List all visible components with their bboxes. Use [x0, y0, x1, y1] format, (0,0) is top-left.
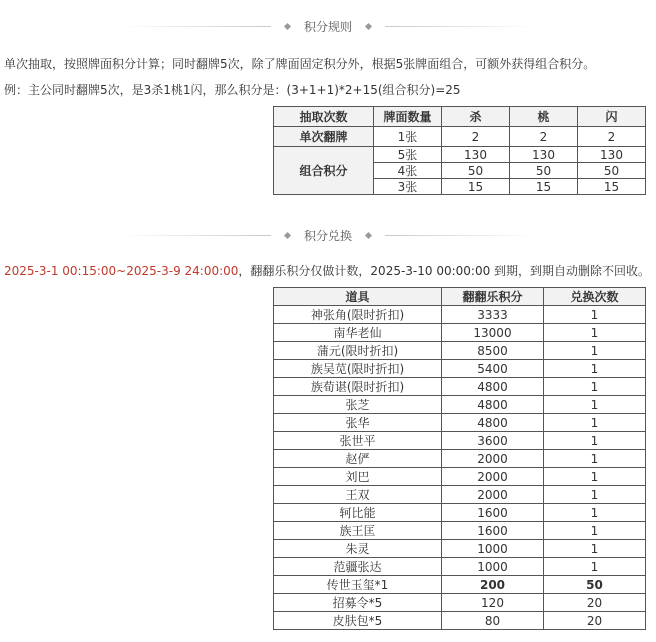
table-row	[274, 468, 646, 486]
table-row	[274, 504, 646, 522]
divider	[121, 235, 271, 236]
rules-section-title	[0, 16, 656, 36]
header-draw-count: 抽取次数	[274, 107, 374, 127]
points-cell: 1600	[442, 522, 544, 540]
cell: 130	[578, 147, 646, 163]
table-row	[274, 396, 646, 414]
table-header-row	[274, 288, 646, 306]
points-cell: 80	[442, 612, 544, 630]
times-cell: 1	[544, 324, 646, 342]
item-name: 传世玉玺*1	[274, 576, 442, 594]
item-name: 蒲元(限时折扣)	[274, 342, 442, 360]
diamond-icon	[284, 22, 291, 29]
exchange-notice	[4, 263, 650, 279]
rules-table	[273, 106, 646, 195]
header-shan: 闪	[578, 107, 646, 127]
header-times: 兑换次数	[544, 288, 646, 306]
table-header-row	[274, 107, 646, 127]
points-cell: 4800	[442, 396, 544, 414]
rules-description: 单次抽取，按照牌面积分计算；同时翻牌5次，除了牌面固定积分外，根据5张牌面组合，可额外获得组合积分。	[4, 57, 596, 71]
times-cell: 1	[544, 342, 646, 360]
points-cell: 1600	[442, 504, 544, 522]
header-points: 翻翻乐积分	[442, 288, 544, 306]
cell: 1张	[374, 127, 442, 147]
cell: 15	[578, 179, 646, 195]
item-name: 南华老仙	[274, 324, 442, 342]
points-cell: 5400	[442, 360, 544, 378]
times-cell: 1	[544, 360, 646, 378]
times-cell: 1	[544, 414, 646, 432]
cell: 15	[510, 179, 578, 195]
item-name: 张世平	[274, 432, 442, 450]
combo-label: 组合积分	[274, 147, 374, 195]
points-cell: 1000	[442, 540, 544, 558]
item-name: 招募令*5	[274, 594, 442, 612]
header-tao: 桃	[510, 107, 578, 127]
diamond-icon	[365, 231, 372, 238]
rules-title: 积分规则	[303, 19, 352, 34]
table-row	[274, 558, 646, 576]
times-cell: 1	[544, 396, 646, 414]
times-cell: 1	[544, 486, 646, 504]
points-cell: 8500	[442, 342, 544, 360]
cell: 50	[510, 163, 578, 179]
cell: 5张	[374, 147, 442, 163]
item-name: 张芝	[274, 396, 442, 414]
cell: 2	[578, 127, 646, 147]
diamond-icon	[365, 22, 372, 29]
cell: 2	[510, 127, 578, 147]
item-name: 范疆张达	[274, 558, 442, 576]
points-cell: 1000	[442, 558, 544, 576]
points-cell: 2000	[442, 450, 544, 468]
times-cell: 20	[544, 594, 646, 612]
exchange-period: 2025-3-1 00:15:00~2025-3-9 24:00:00	[4, 264, 239, 278]
header-sha: 杀	[442, 107, 510, 127]
table-row	[274, 127, 646, 147]
item-name: 刘巴	[274, 468, 442, 486]
cell: 4张	[374, 163, 442, 179]
table-row	[274, 414, 646, 432]
item-name: 皮肤包*5	[274, 612, 442, 630]
times-cell: 1	[544, 558, 646, 576]
table-row	[274, 432, 646, 450]
points-cell: 2000	[442, 486, 544, 504]
rules-example: 例：主公同时翻牌5次，是3杀1桃1闪，那么积分是：(3+1+1)*2+15(组合积分)=25	[4, 83, 461, 97]
cell: 50	[578, 163, 646, 179]
item-name: 赵俨	[274, 450, 442, 468]
item-name: 族荀谌(限时折扣)	[274, 378, 442, 396]
times-cell: 1	[544, 306, 646, 324]
single-draw-label: 单次翻牌	[274, 127, 374, 147]
times-cell: 1	[544, 504, 646, 522]
exchange-section-title	[0, 225, 656, 245]
table-row	[274, 378, 646, 396]
table-row	[274, 522, 646, 540]
table-row	[274, 342, 646, 360]
points-cell: 2000	[442, 468, 544, 486]
item-name: 王双	[274, 486, 442, 504]
table-row	[274, 594, 646, 612]
exchange-title: 积分兑换	[303, 228, 352, 243]
cell: 130	[442, 147, 510, 163]
divider	[385, 26, 535, 27]
item-name: 轲比能	[274, 504, 442, 522]
points-cell: 13000	[442, 324, 544, 342]
header-item: 道具	[274, 288, 442, 306]
times-cell: 20	[544, 612, 646, 630]
points-cell: 3333	[442, 306, 544, 324]
table-row	[274, 612, 646, 630]
table-row	[274, 306, 646, 324]
diamond-icon	[284, 231, 291, 238]
table-row	[274, 147, 646, 163]
cell: 3张	[374, 179, 442, 195]
points-cell: 4800	[442, 414, 544, 432]
item-name: 朱灵	[274, 540, 442, 558]
times-cell: 1	[544, 432, 646, 450]
times-cell: 1	[544, 378, 646, 396]
item-name: 族吴苋(限时折扣)	[274, 360, 442, 378]
header-card-count: 牌面数量	[374, 107, 442, 127]
times-cell: 1	[544, 522, 646, 540]
item-name: 张华	[274, 414, 442, 432]
table-row	[274, 486, 646, 504]
points-cell: 3600	[442, 432, 544, 450]
points-cell: 4800	[442, 378, 544, 396]
times-cell: 50	[544, 576, 646, 594]
cell: 15	[442, 179, 510, 195]
points-cell: 120	[442, 594, 544, 612]
times-cell: 1	[544, 468, 646, 486]
times-cell: 1	[544, 450, 646, 468]
item-name: 族王匡	[274, 522, 442, 540]
times-cell: 1	[544, 540, 646, 558]
cell: 50	[442, 163, 510, 179]
divider	[385, 235, 535, 236]
divider	[121, 26, 271, 27]
table-row	[274, 576, 646, 594]
table-row	[274, 360, 646, 378]
cell: 130	[510, 147, 578, 163]
table-row	[274, 450, 646, 468]
exchange-table	[273, 287, 646, 630]
exchange-note: ，翻翻乐积分仅做计数，2025-3-10 00:00:00 到期，到期自动删除不回收。	[238, 264, 651, 278]
cell: 2	[442, 127, 510, 147]
points-cell: 200	[442, 576, 544, 594]
table-row	[274, 324, 646, 342]
item-name: 神张角(限时折扣)	[274, 306, 442, 324]
table-row	[274, 540, 646, 558]
